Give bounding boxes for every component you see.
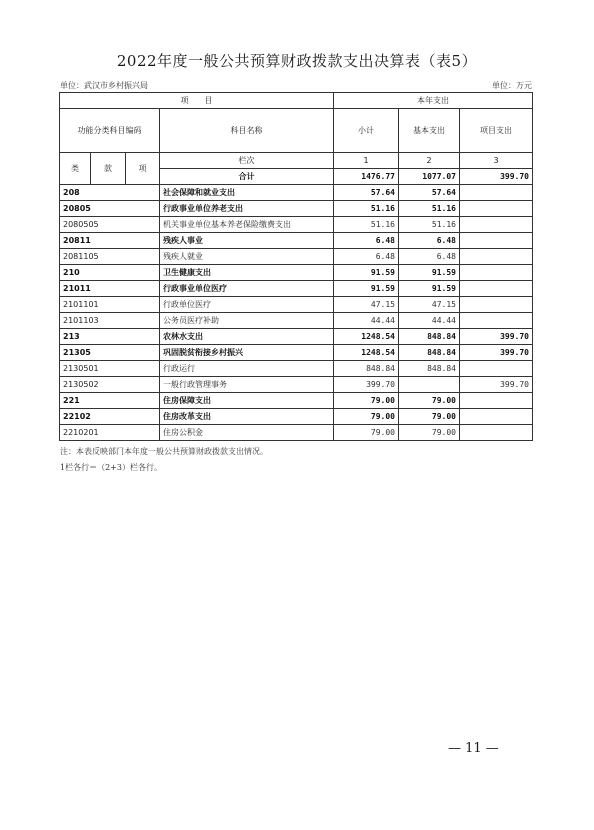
subject-code: 210 bbox=[60, 265, 160, 281]
amount-basic: 79.00 bbox=[399, 393, 460, 409]
amount-basic: 79.00 bbox=[399, 409, 460, 425]
subject-code: 2080505 bbox=[60, 217, 160, 233]
header-row-3 bbox=[60, 153, 533, 169]
subject-code: 2210201 bbox=[60, 425, 160, 441]
header-item: 项 目 bbox=[60, 93, 334, 109]
column-number-2: 2 bbox=[399, 153, 460, 169]
amount-project bbox=[460, 249, 533, 265]
header-lei: 类 bbox=[60, 153, 91, 185]
subject-name: 公务员医疗补助 bbox=[160, 313, 334, 329]
note-line-1: 注：本表反映部门本年度一般公共预算财政拨款支出情况。 bbox=[60, 447, 268, 456]
amount-subtotal: 1248.54 bbox=[334, 345, 399, 361]
page-title: 2022年度一般公共预算财政拨款支出决算表（表5） bbox=[116, 52, 478, 70]
amount-project bbox=[460, 281, 533, 297]
amount-project: 399.70 bbox=[460, 377, 533, 393]
header-row-1 bbox=[60, 93, 533, 109]
amount-subtotal: 91.59 bbox=[334, 265, 399, 281]
header-row-2 bbox=[60, 109, 533, 153]
amount-basic: 848.84 bbox=[399, 361, 460, 377]
subject-code: 2101103 bbox=[60, 313, 160, 329]
amount-basic: 6.48 bbox=[399, 233, 460, 249]
amount-project bbox=[460, 393, 533, 409]
amount-project bbox=[460, 233, 533, 249]
subject-name: 巩固脱贫衔接乡村振兴 bbox=[160, 345, 334, 361]
amount-subtotal: 57.64 bbox=[334, 185, 399, 201]
subject-name: 机关事业单位基本养老保险缴费支出 bbox=[160, 217, 334, 233]
amount-project bbox=[460, 313, 533, 329]
amount-subtotal: 6.48 bbox=[334, 249, 399, 265]
amount-basic: 79.00 bbox=[399, 425, 460, 441]
amount-subtotal: 79.00 bbox=[334, 393, 399, 409]
subject-name: 农林水支出 bbox=[160, 329, 334, 345]
unit-department: 单位：武汉市乡村振兴局 bbox=[60, 81, 148, 90]
amount-subtotal: 47.15 bbox=[334, 297, 399, 313]
amount-basic: 57.64 bbox=[399, 185, 460, 201]
total-project: 399.70 bbox=[460, 169, 533, 185]
subject-code: 20805 bbox=[60, 201, 160, 217]
subject-code: 213 bbox=[60, 329, 160, 345]
table-row bbox=[60, 297, 533, 313]
amount-project bbox=[460, 265, 533, 281]
amount-subtotal: 79.00 bbox=[334, 425, 399, 441]
amount-basic: 848.84 bbox=[399, 345, 460, 361]
table-row bbox=[60, 281, 533, 297]
table-row bbox=[60, 217, 533, 233]
table-row bbox=[60, 393, 533, 409]
amount-project bbox=[460, 201, 533, 217]
subject-code: 2101101 bbox=[60, 297, 160, 313]
unit-currency: 单位：万元 bbox=[492, 81, 532, 90]
table-row bbox=[60, 201, 533, 217]
header-basic: 基本支出 bbox=[399, 109, 460, 153]
amount-project bbox=[460, 409, 533, 425]
header-project: 项目支出 bbox=[460, 109, 533, 153]
amount-basic: 848.84 bbox=[399, 329, 460, 345]
subject-name: 住房保障支出 bbox=[160, 393, 334, 409]
amount-project bbox=[460, 297, 533, 313]
amount-subtotal: 51.16 bbox=[334, 217, 399, 233]
subject-name: 残疾人就业 bbox=[160, 249, 334, 265]
amount-project bbox=[460, 185, 533, 201]
total-basic: 1077.07 bbox=[399, 169, 460, 185]
subject-name: 住房改革支出 bbox=[160, 409, 334, 425]
budget-table bbox=[59, 92, 533, 441]
header-current-year: 本年支出 bbox=[334, 93, 533, 109]
subject-code: 2130502 bbox=[60, 377, 160, 393]
header-subtotal: 小计 bbox=[334, 109, 399, 153]
header-column-index: 栏次 bbox=[160, 153, 334, 169]
header-xiang: 项 bbox=[126, 153, 160, 185]
amount-project bbox=[460, 361, 533, 377]
header-kuan: 款 bbox=[91, 153, 126, 185]
subject-code: 20811 bbox=[60, 233, 160, 249]
table-row bbox=[60, 425, 533, 441]
header-subject-name: 科目名称 bbox=[160, 109, 334, 153]
amount-subtotal: 91.59 bbox=[334, 281, 399, 297]
note-line-2: 1栏各行＝（2+3）栏各行。 bbox=[60, 463, 162, 472]
subject-code: 22102 bbox=[60, 409, 160, 425]
subject-name: 残疾人事业 bbox=[160, 233, 334, 249]
subject-code: 2130501 bbox=[60, 361, 160, 377]
table-row bbox=[60, 361, 533, 377]
subject-code: 2081105 bbox=[60, 249, 160, 265]
header-code: 功能分类科目编码 bbox=[60, 109, 160, 153]
amount-basic: 91.59 bbox=[399, 265, 460, 281]
table-row bbox=[60, 345, 533, 361]
amount-basic: 6.48 bbox=[399, 249, 460, 265]
amount-basic: 44.44 bbox=[399, 313, 460, 329]
amount-basic: 47.15 bbox=[399, 297, 460, 313]
table-row bbox=[60, 313, 533, 329]
amount-subtotal: 399.70 bbox=[334, 377, 399, 393]
amount-basic: 51.16 bbox=[399, 217, 460, 233]
table-row bbox=[60, 265, 533, 281]
subject-code: 208 bbox=[60, 185, 160, 201]
total-label: 合计 bbox=[160, 169, 334, 185]
subject-code: 221 bbox=[60, 393, 160, 409]
subject-code: 21305 bbox=[60, 345, 160, 361]
amount-basic: 91.59 bbox=[399, 281, 460, 297]
amount-subtotal: 44.44 bbox=[334, 313, 399, 329]
subject-code: 21011 bbox=[60, 281, 160, 297]
column-number-1: 1 bbox=[334, 153, 399, 169]
amount-subtotal: 1248.54 bbox=[334, 329, 399, 345]
subject-name: 行政运行 bbox=[160, 361, 334, 377]
page-number: — 11 — bbox=[448, 741, 499, 756]
table-row bbox=[60, 409, 533, 425]
amount-subtotal: 79.00 bbox=[334, 409, 399, 425]
table-row bbox=[60, 329, 533, 345]
subject-name: 社会保障和就业支出 bbox=[160, 185, 334, 201]
subject-name: 一般行政管理事务 bbox=[160, 377, 334, 393]
table-row bbox=[60, 185, 533, 201]
subject-name: 行政事业单位医疗 bbox=[160, 281, 334, 297]
table-row bbox=[60, 249, 533, 265]
amount-subtotal: 848.84 bbox=[334, 361, 399, 377]
column-number-3: 3 bbox=[460, 153, 533, 169]
amount-subtotal: 51.16 bbox=[334, 201, 399, 217]
subject-name: 行政单位医疗 bbox=[160, 297, 334, 313]
table-row bbox=[60, 233, 533, 249]
subject-name: 卫生健康支出 bbox=[160, 265, 334, 281]
subject-name: 住房公积金 bbox=[160, 425, 334, 441]
subject-name: 行政事业单位养老支出 bbox=[160, 201, 334, 217]
amount-basic bbox=[399, 377, 460, 393]
amount-subtotal: 6.48 bbox=[334, 233, 399, 249]
amount-project: 399.70 bbox=[460, 329, 533, 345]
amount-project: 399.70 bbox=[460, 345, 533, 361]
amount-basic: 51.16 bbox=[399, 201, 460, 217]
table-row bbox=[60, 377, 533, 393]
amount-project bbox=[460, 217, 533, 233]
total-subtotal: 1476.77 bbox=[334, 169, 399, 185]
amount-project bbox=[460, 425, 533, 441]
